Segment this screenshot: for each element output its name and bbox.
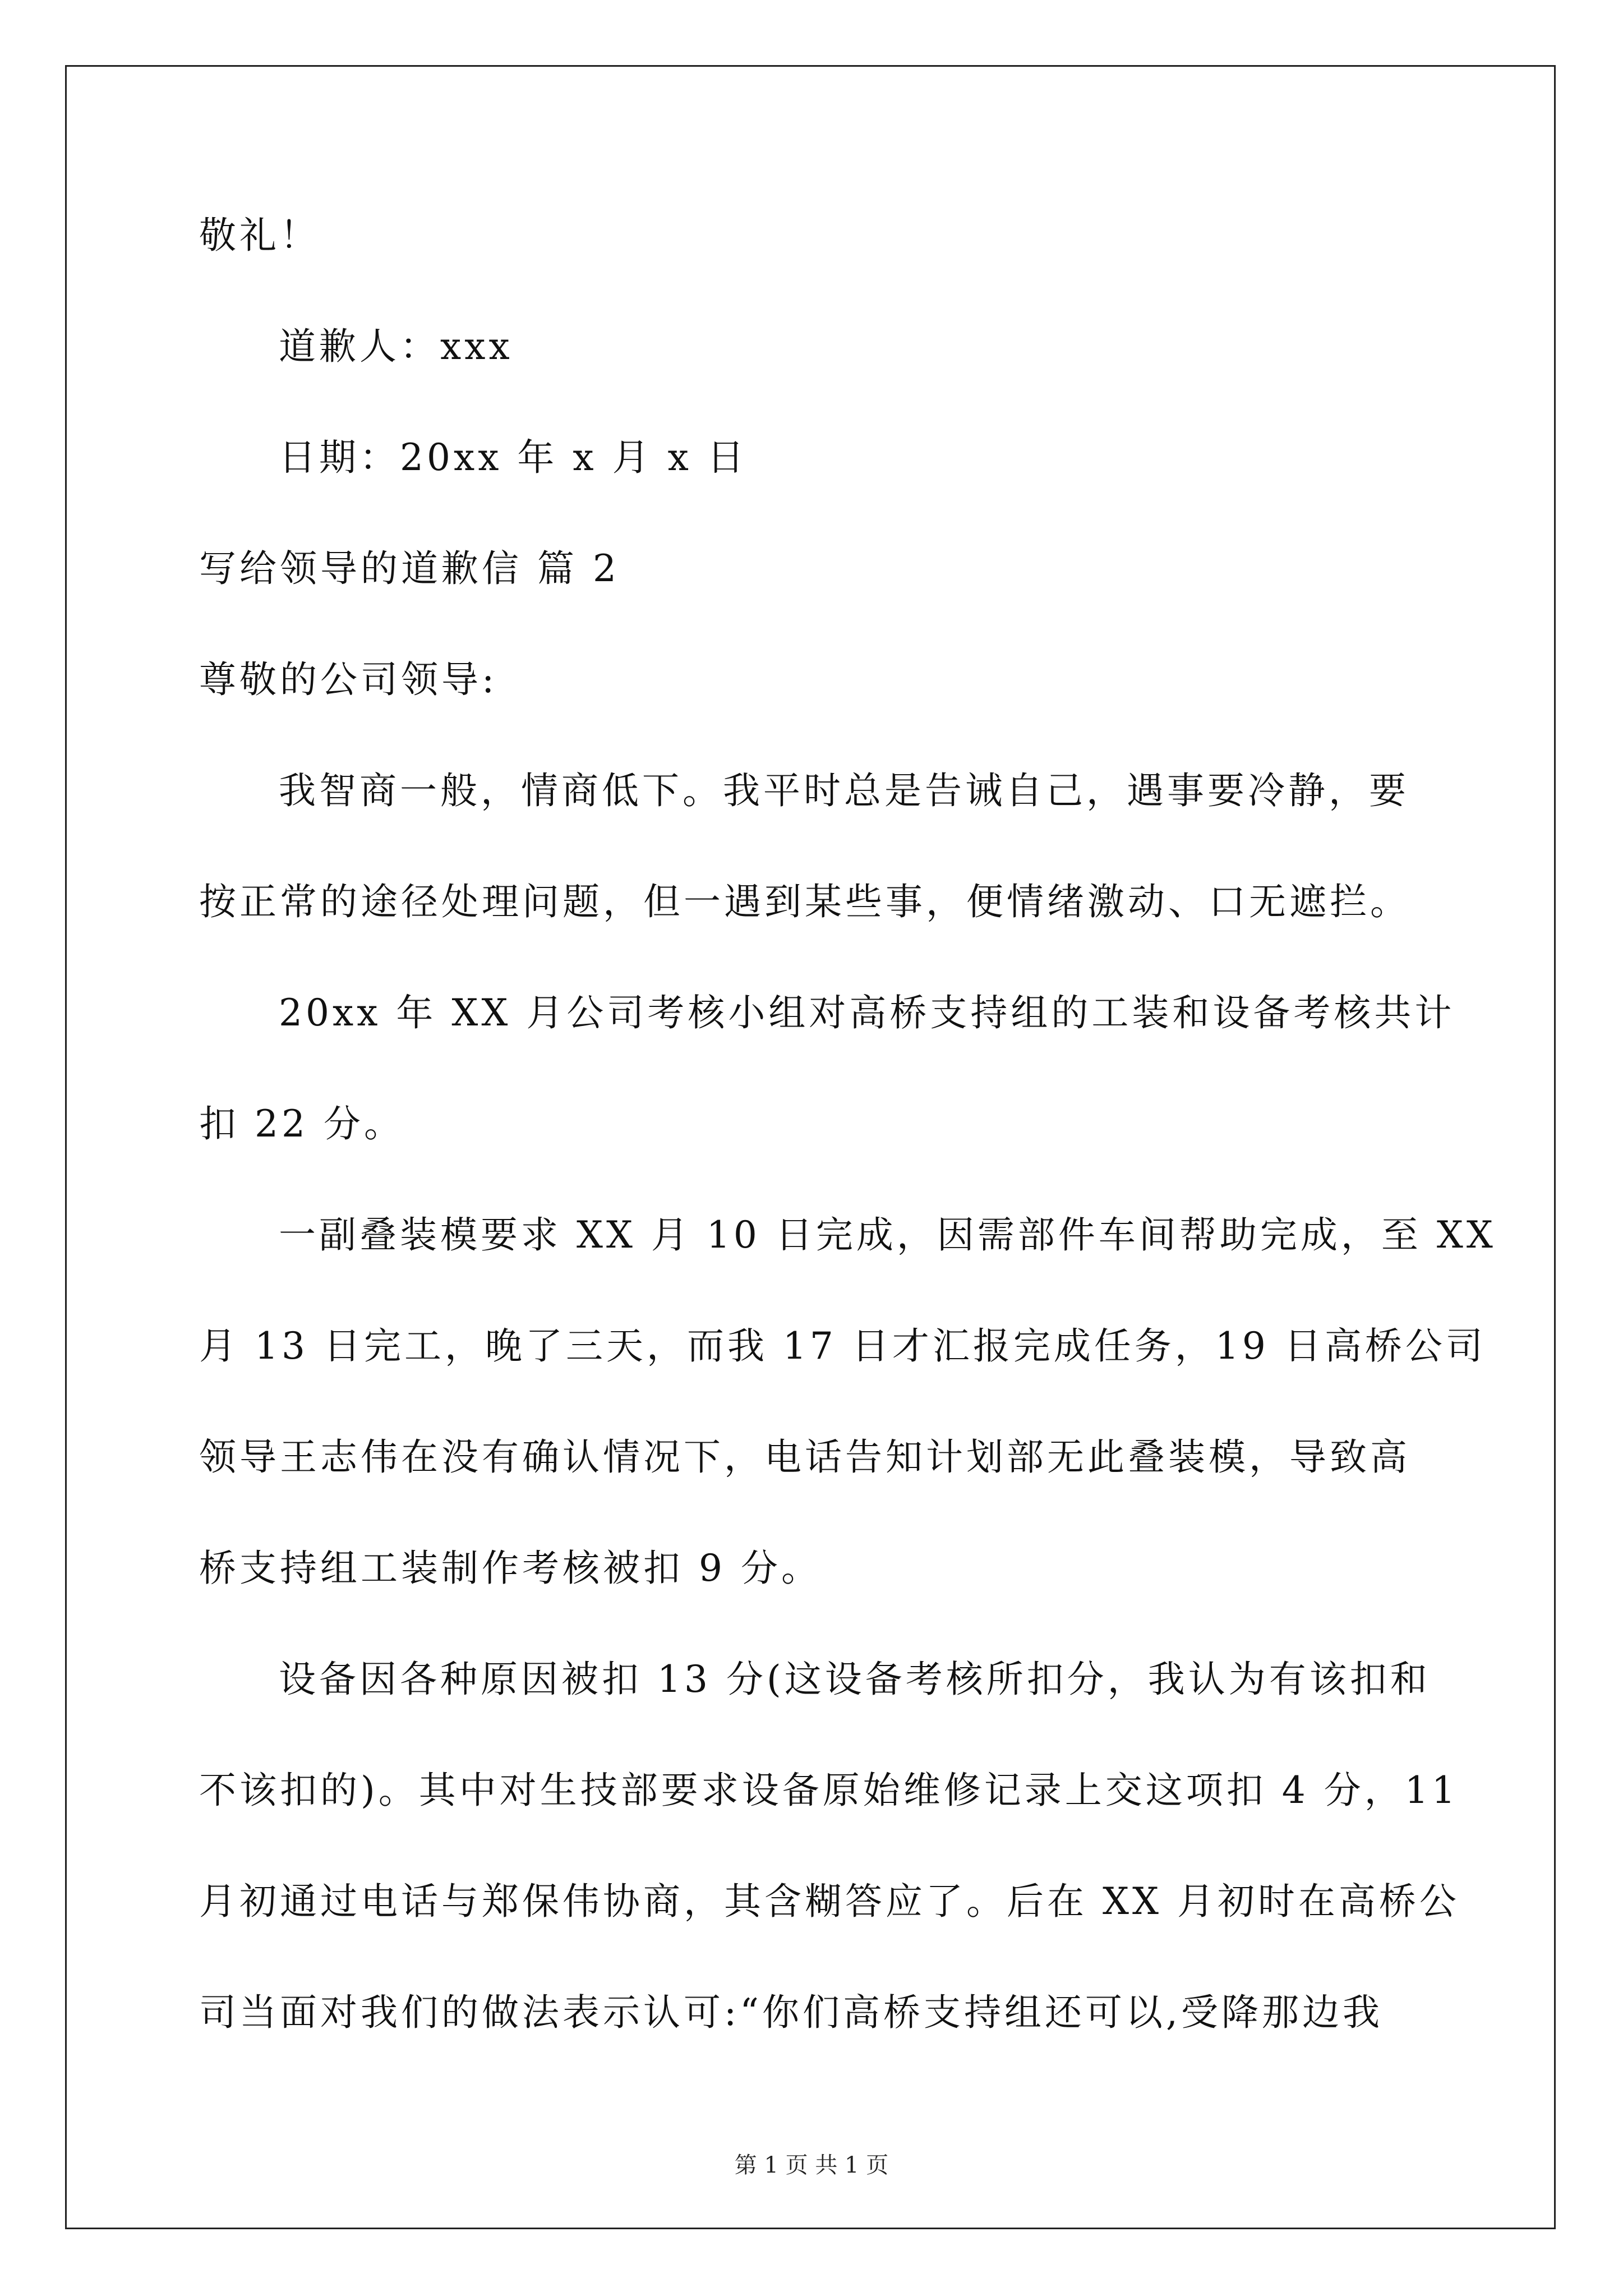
paragraph-line: 司当面对我们的做法表示认可:“你们高桥支持组还可以,受降那边我 [199,1991,1383,2034]
signature-line: 道歉人：xxx [279,325,513,368]
closing-salutation: 敬礼！ [199,214,320,257]
paragraph-line: 不该扣的)。其中对生技部要求设备原始维修记录上交这项扣 4 分，11 [199,1769,1459,1812]
paragraph-line: 月 13 日完工，晚了三天，而我 17 日才汇报完成任务，19 日高桥公司 [199,1324,1486,1368]
paragraph-line: 20xx 年 XX 月公司考核小组对高桥支持组的工装和设备考核共计 [279,991,1455,1034]
paragraph-line: 扣 22 分。 [199,1102,404,1145]
paragraph-line: 按正常的途径处理问题，但一遇到某些事，便情绪激动、口无遮拦。 [199,880,1410,923]
date-line: 日期：20xx 年 x 月 x 日 [279,436,748,479]
paragraph-line: 月初通过电话与郑保伟协商，其含糊答应了。后在 XX 月初时在高桥公 [199,1880,1460,1923]
paragraph-line: 设备因各种原因被扣 13 分(这设备考核所扣分，我认为有该扣和 [279,1658,1431,1701]
paragraph-line: 桥支持组工装制作考核被扣 9 分。 [199,1547,822,1590]
paragraph-line: 领导王志伟在没有确认情况下，电话告知计划部无此叠装模，导致高 [199,1435,1410,1479]
paragraph-line: 一副叠装模要求 XX 月 10 日完成，因需部件车间帮助完成，至 XX [279,1213,1496,1257]
page-number: 第 1 页 共 1 页 [734,2152,889,2178]
paragraph-line: 我智商一般，情商低下。我平时总是告诫自己，遇事要冷静，要 [279,769,1409,812]
section-title: 写给领导的道歉信 篇 2 [199,547,620,590]
greeting-line: 尊敬的公司领导: [199,658,498,701]
